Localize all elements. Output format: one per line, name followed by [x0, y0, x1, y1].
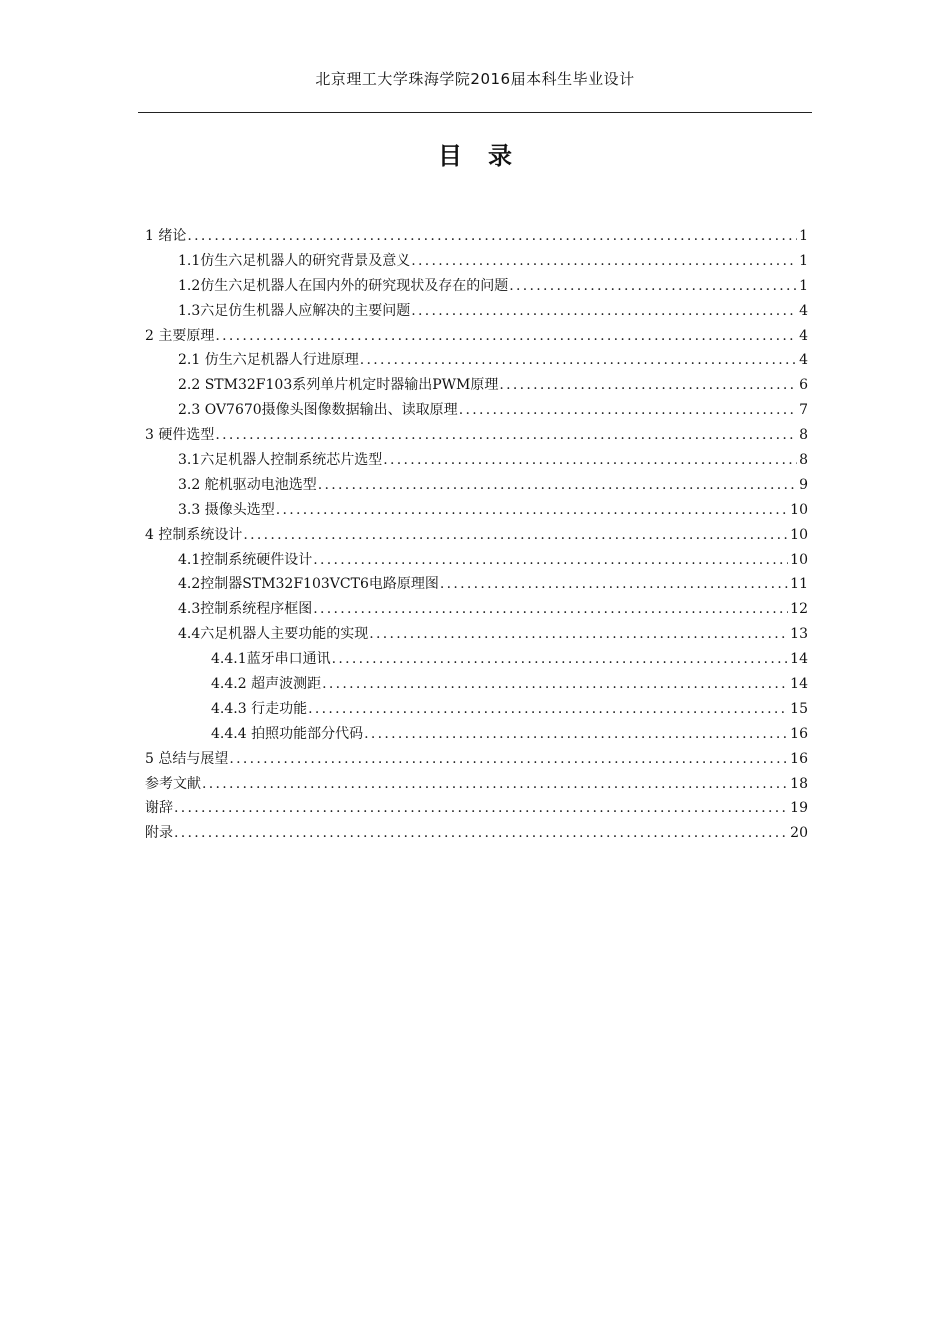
toc-entry[interactable] — [145, 250, 808, 275]
toc-entry[interactable] — [145, 573, 808, 598]
toc-entry-page-number: 15 — [790, 700, 808, 717]
toc-entry-page-number: 9 — [799, 476, 808, 493]
toc-entry[interactable] — [145, 698, 808, 723]
toc-entry-label: 4.4.3 行走功能 — [211, 700, 308, 717]
toc-dot-leader — [369, 626, 788, 642]
toc-dot-leader — [308, 701, 788, 717]
toc-entry-page-number: 16 — [790, 725, 808, 742]
toc-entry-page-number: 12 — [790, 601, 808, 618]
toc-entry-page-number: 19 — [790, 800, 808, 817]
toc-entry-page-number: 10 — [790, 551, 808, 568]
toc-entry-label: 3.3 摄像头选型 — [178, 501, 275, 518]
toc-entry-label: 谢辞 — [145, 800, 173, 817]
toc-dot-leader — [276, 502, 788, 518]
toc-entry[interactable] — [145, 773, 808, 798]
toc-entry-label: 5 总结与展望 — [145, 750, 229, 767]
toc-entry[interactable] — [145, 225, 808, 250]
toc-entry-page-number: 11 — [790, 576, 808, 593]
toc-entry-label: 1 绪论 — [145, 228, 187, 244]
toc-entry[interactable] — [145, 723, 808, 748]
toc-entry-label: 4.2控制器STM32F103VCT6电路原理图 — [178, 576, 439, 593]
toc-entry-page-number: 4 — [799, 302, 808, 319]
toc-entry-page-number: 14 — [790, 676, 808, 693]
toc-entry[interactable] — [145, 598, 808, 623]
toc-dot-leader — [499, 377, 797, 393]
toc-entry-page-number: 16 — [790, 750, 808, 767]
toc-entry[interactable] — [145, 424, 808, 449]
toc-entry[interactable] — [145, 300, 808, 325]
toc-entry-page-number: 18 — [790, 775, 808, 792]
toc-dot-leader — [215, 328, 797, 344]
toc-entry-label: 1.1仿生六足机器人的研究背景及意义 — [178, 252, 411, 269]
toc-dot-leader — [187, 228, 797, 244]
toc-entry[interactable] — [145, 275, 808, 300]
toc-list — [145, 225, 808, 847]
toc-entry[interactable] — [145, 474, 808, 499]
toc-dot-leader — [174, 825, 788, 841]
toc-entry-page-number: 4 — [799, 352, 808, 369]
toc-dot-leader — [411, 303, 797, 319]
toc-entry-page-number: 8 — [799, 427, 808, 444]
toc-entry-page-number: 1 — [799, 252, 808, 269]
toc-dot-leader — [318, 477, 797, 493]
toc-entry[interactable] — [145, 399, 808, 424]
toc-entry-page-number: 6 — [799, 377, 808, 394]
header-divider — [138, 112, 812, 113]
toc-dot-leader — [411, 253, 797, 269]
toc-entry[interactable] — [145, 673, 808, 698]
toc-entry-page-number: 1 — [799, 277, 808, 294]
toc-entry[interactable] — [145, 374, 808, 399]
toc-dot-leader — [509, 278, 797, 294]
toc-entry-page-number: 8 — [799, 452, 808, 469]
toc-entry[interactable] — [145, 748, 808, 773]
toc-dot-leader — [364, 726, 788, 742]
toc-entry[interactable] — [145, 449, 808, 474]
toc-dot-leader — [215, 427, 797, 443]
toc-title: 目录 — [438, 142, 538, 170]
toc-entry[interactable] — [145, 648, 808, 673]
toc-entry-page-number: 7 — [799, 402, 808, 419]
toc-dot-leader — [313, 601, 788, 617]
toc-dot-leader — [332, 651, 789, 667]
toc-entry-label: 附录 — [145, 825, 173, 842]
toc-entry-label: 4.4.4 拍照功能部分代码 — [211, 725, 364, 742]
toc-entry[interactable] — [145, 325, 808, 350]
toc-entry-label: 4.4六足机器人主要功能的实现 — [178, 626, 369, 643]
toc-entry-page-number: 10 — [790, 526, 808, 543]
toc-entry-label: 1.2仿生六足机器人在国内外的研究现状及存在的问题 — [178, 277, 509, 294]
toc-entry-label: 4.4.1蓝牙串口通讯 — [211, 651, 331, 668]
toc-entry[interactable] — [145, 623, 808, 648]
toc-entry-page-number: 4 — [799, 327, 808, 344]
toc-entry-page-number: 20 — [790, 825, 808, 842]
toc-dot-leader — [459, 402, 797, 418]
toc-entry-page-number: 14 — [790, 651, 808, 668]
toc-dot-leader — [202, 776, 788, 792]
toc-entry-label: 2.3 OV7670摄像头图像数据输出、读取原理 — [178, 402, 458, 419]
toc-dot-leader — [440, 576, 788, 592]
toc-entry-label: 2.1 仿生六足机器人行进原理 — [178, 352, 359, 369]
toc-entry-page-number: 13 — [790, 626, 808, 643]
toc-dot-leader — [360, 352, 797, 368]
toc-entry-label: 3.2 舵机驱动电池选型 — [178, 476, 317, 493]
toc-entry-label: 4.3控制系统程序框图 — [178, 601, 313, 618]
toc-entry[interactable] — [145, 797, 808, 822]
toc-dot-leader — [313, 552, 788, 568]
toc-dot-leader — [229, 751, 788, 767]
toc-dot-leader — [174, 800, 788, 816]
toc-entry[interactable] — [145, 822, 808, 847]
toc-entry-label: 2 主要原理 — [145, 327, 215, 344]
toc-entry-label: 1.3六足仿生机器人应解决的主要问题 — [178, 302, 411, 319]
toc-dot-leader — [383, 452, 797, 468]
toc-entry-label: 2.2 STM32F103系列单片机定时器输出PWM原理 — [178, 377, 499, 394]
toc-entry-page-number: 10 — [790, 501, 808, 518]
toc-entry[interactable] — [145, 499, 808, 524]
running-header: 北京理工大学珠海学院2016届本科生毕业设计 — [315, 70, 635, 88]
toc-entry-label: 3 硬件选型 — [145, 427, 215, 444]
toc-dot-leader — [243, 527, 788, 543]
toc-entry[interactable] — [145, 549, 808, 574]
toc-entry[interactable] — [145, 524, 808, 549]
toc-entry-label: 4 控制系统设计 — [145, 526, 243, 543]
toc-dot-leader — [322, 676, 788, 692]
toc-entry[interactable] — [145, 349, 808, 374]
toc-entry-label: 4.1控制系统硬件设计 — [178, 551, 313, 568]
toc-entry-label: 3.1六足机器人控制系统芯片选型 — [178, 452, 383, 469]
toc-entry-label: 4.4.2 超声波测距 — [211, 676, 322, 693]
toc-entry-page-number: 1 — [799, 228, 808, 244]
toc-entry-label: 参考文献 — [145, 775, 201, 792]
